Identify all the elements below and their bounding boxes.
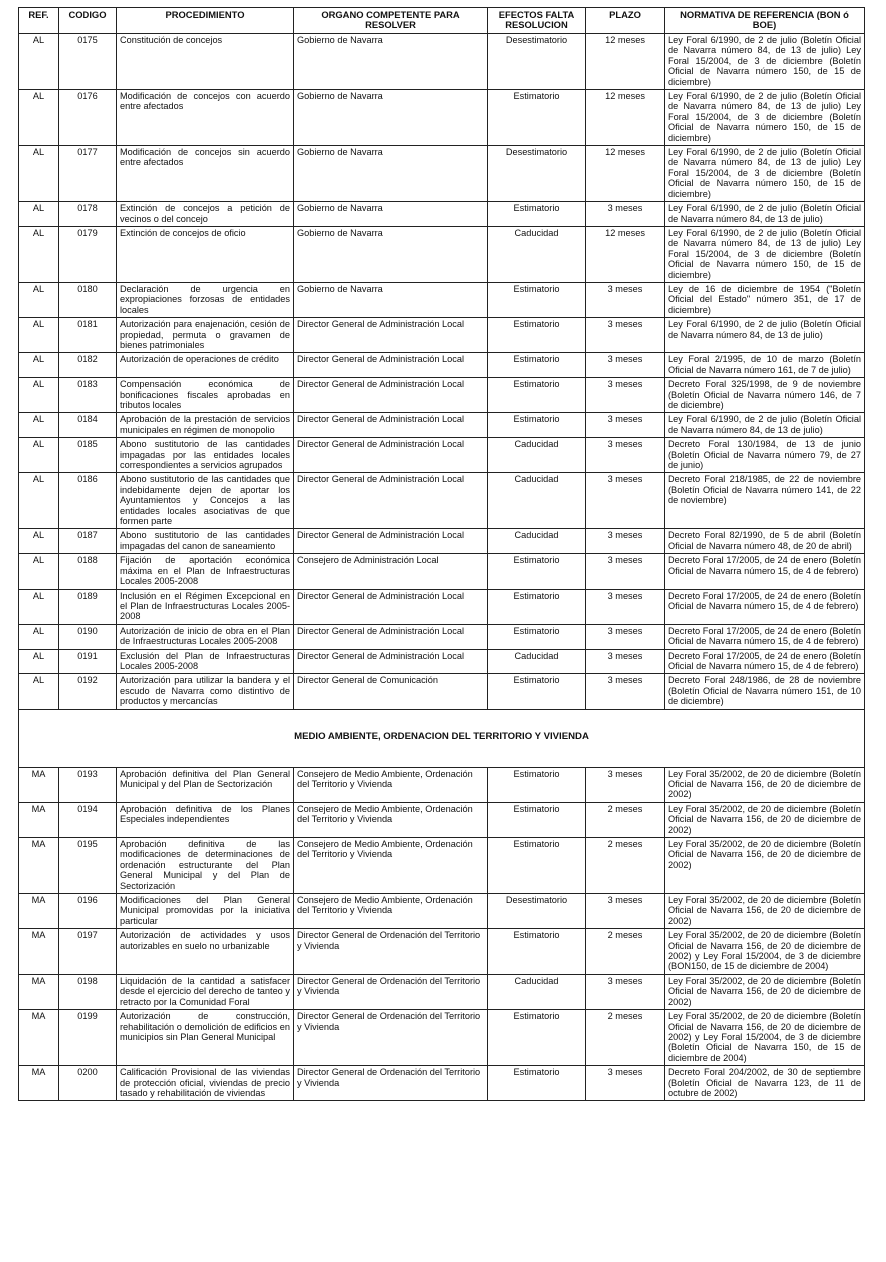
- cell-procedimiento: Aprobación definitiva de las modificaciones de determinaciones de ordenación estructurante del Plan General Municipal y del Plan de Sectorización: [117, 838, 294, 894]
- cell-codigo: 0198: [59, 974, 117, 1009]
- table-row: [19, 649, 865, 674]
- table-row: [19, 674, 865, 709]
- cell-codigo: 0190: [59, 624, 117, 649]
- cell-organo: Consejero de Medio Ambiente, Ordenación del Territorio y Vivienda: [294, 767, 488, 802]
- cell-efectos: Estimatorio: [488, 674, 586, 709]
- cell-plazo: 3 meses: [586, 674, 665, 709]
- cell-efectos: Estimatorio: [488, 554, 586, 589]
- cell-ref: AL: [19, 34, 59, 90]
- cell-plazo: 3 meses: [586, 894, 665, 929]
- cell-organo: Director General de Administración Local: [294, 353, 488, 378]
- table-row: [19, 1010, 865, 1066]
- cell-ref: AL: [19, 674, 59, 709]
- cell-plazo: 3 meses: [586, 974, 665, 1009]
- cell-codigo: 0180: [59, 282, 117, 317]
- cell-ref: AL: [19, 90, 59, 146]
- cell-organo: Director General de Administración Local: [294, 378, 488, 413]
- table-row: [19, 894, 865, 929]
- cell-efectos: Estimatorio: [488, 318, 586, 353]
- cell-normativa: Decreto Foral 325/1998, de 9 de noviembre (Boletín Oficial de Navarra número 146, de 7 de diciembre): [665, 378, 865, 413]
- table-row: [19, 838, 865, 894]
- cell-efectos: Caducidad: [488, 974, 586, 1009]
- cell-efectos: Estimatorio: [488, 353, 586, 378]
- cell-plazo: 3 meses: [586, 353, 665, 378]
- cell-organo: Gobierno de Navarra: [294, 226, 488, 282]
- cell-organo: Director General de Administración Local: [294, 589, 488, 624]
- cell-codigo: 0186: [59, 473, 117, 529]
- cell-normativa: Ley Foral 6/1990, de 2 de julio (Boletín Oficial de Navarra número 84, de 13 de julio): [665, 318, 865, 353]
- cell-codigo: 0176: [59, 90, 117, 146]
- cell-organo: Director General de Administración Local: [294, 649, 488, 674]
- cell-normativa: Ley Foral 6/1990, de 2 de julio (Boletín Oficial de Navarra número 84, de 13 de julio): [665, 413, 865, 438]
- cell-organo: Gobierno de Navarra: [294, 34, 488, 90]
- cell-efectos: Caducidad: [488, 529, 586, 554]
- cell-codigo: 0187: [59, 529, 117, 554]
- cell-ref: AL: [19, 649, 59, 674]
- cell-normativa: Ley Foral 35/2002, de 20 de diciembre (Boletín Oficial de Navarra 156, de 20 de diciembre de 2002): [665, 802, 865, 837]
- cell-procedimiento: Fijación de aportación económica máxima en el Plan de Infraestructuras Locales 2005-2008: [117, 554, 294, 589]
- cell-procedimiento: Modificaciones del Plan General Municipal promovidas por la iniciativa particular: [117, 894, 294, 929]
- cell-plazo: 2 meses: [586, 929, 665, 975]
- table-row: [19, 146, 865, 202]
- cell-efectos: Estimatorio: [488, 838, 586, 894]
- cell-procedimiento: Calificación Provisional de las viviendas de protección oficial, viviendas de precio tasado y rehabilitación de viviendas: [117, 1066, 294, 1101]
- cell-codigo: 0189: [59, 589, 117, 624]
- cell-ref: AL: [19, 282, 59, 317]
- cell-ref: AL: [19, 529, 59, 554]
- cell-organo: Gobierno de Navarra: [294, 90, 488, 146]
- table-row: [19, 90, 865, 146]
- cell-normativa: Ley Foral 6/1990, de 2 de julio (Boletín Oficial de Navarra número 84, de 13 de julio) Ley Foral 15/2004, de 3 de diciembre (Boletín Oficial de Navarra número 150, de 15 de diciembre): [665, 34, 865, 90]
- cell-plazo: 3 meses: [586, 282, 665, 317]
- cell-normativa: Decreto Foral 17/2005, de 24 de enero (Boletín Oficial de Navarra número 15, de 4 de febrero): [665, 624, 865, 649]
- table-body-al: [19, 34, 865, 710]
- cell-plazo: 2 meses: [586, 802, 665, 837]
- cell-plazo: 3 meses: [586, 1066, 665, 1101]
- cell-ref: AL: [19, 146, 59, 202]
- cell-plazo: 3 meses: [586, 649, 665, 674]
- cell-organo: Consejero de Administración Local: [294, 554, 488, 589]
- cell-normativa: Ley Foral 35/2002, de 20 de diciembre (Boletín Oficial de Navarra 156, de 20 de diciembre de 2002): [665, 974, 865, 1009]
- cell-plazo: 12 meses: [586, 90, 665, 146]
- cell-procedimiento: Autorización de construcción, rehabilitación o demolición de edificios en municipios sin Plan General Municipal: [117, 1010, 294, 1066]
- cell-procedimiento: Abono sustitutorio de las cantidades que indebidamente dejen de aportar los Ayuntamientos y Concejos a las entidades locales asociativas de que formen parte: [117, 473, 294, 529]
- cell-organo: Director General de Administración Local: [294, 438, 488, 473]
- cell-efectos: Estimatorio: [488, 1010, 586, 1066]
- cell-procedimiento: Declaración de urgencia en expropiaciones forzosas de entidades locales: [117, 282, 294, 317]
- cell-organo: Director General de Administración Local: [294, 318, 488, 353]
- cell-normativa: Ley Foral 2/1995, de 10 de marzo (Boletín Oficial de Navarra número 161, de 7 de julio): [665, 353, 865, 378]
- cell-organo: Consejero de Medio Ambiente, Ordenación del Territorio y Vivienda: [294, 894, 488, 929]
- table-header-row: [19, 8, 865, 34]
- cell-efectos: Estimatorio: [488, 1066, 586, 1101]
- table-row: [19, 554, 865, 589]
- cell-normativa: Ley Foral 6/1990, de 2 de julio (Boletín Oficial de Navarra número 84, de 13 de julio) Ley Foral 15/2004, de 3 de diciembre (Boletín Oficial de Navarra número 150, de 15 de diciembre): [665, 146, 865, 202]
- header-normativa: NORMATIVA DE REFERENCIA (BON ó BOE): [665, 8, 865, 34]
- cell-efectos: Estimatorio: [488, 202, 586, 227]
- cell-plazo: 3 meses: [586, 473, 665, 529]
- cell-ref: AL: [19, 413, 59, 438]
- table-row: [19, 353, 865, 378]
- cell-organo: Consejero de Medio Ambiente, Ordenación del Territorio y Vivienda: [294, 838, 488, 894]
- table-row: [19, 529, 865, 554]
- cell-plazo: 3 meses: [586, 438, 665, 473]
- cell-codigo: 0175: [59, 34, 117, 90]
- cell-codigo: 0193: [59, 767, 117, 802]
- cell-ref: MA: [19, 767, 59, 802]
- cell-procedimiento: Abono sustitutorio de las cantidades impagadas del canon de saneamiento: [117, 529, 294, 554]
- cell-organo: Director General de Administración Local: [294, 413, 488, 438]
- cell-organo: Director General de Administración Local: [294, 473, 488, 529]
- table-row: [19, 438, 865, 473]
- cell-ref: AL: [19, 318, 59, 353]
- cell-ref: AL: [19, 226, 59, 282]
- cell-codigo: 0183: [59, 378, 117, 413]
- cell-organo: Gobierno de Navarra: [294, 146, 488, 202]
- cell-codigo: 0199: [59, 1010, 117, 1066]
- cell-normativa: Ley Foral 6/1990, de 2 de julio (Boletín Oficial de Navarra número 84, de 13 de julio): [665, 202, 865, 227]
- document-page: [18, 7, 864, 1101]
- cell-plazo: 2 meses: [586, 838, 665, 894]
- table-row: [19, 226, 865, 282]
- cell-plazo: 12 meses: [586, 34, 665, 90]
- cell-normativa: Ley Foral 35/2002, de 20 de diciembre (Boletín Oficial de Navarra 156, de 20 de diciembre de 2002) y Ley Foral 15/2004, de 3 de diciembre (BON150, de 15 de diciembre de 2004): [665, 929, 865, 975]
- cell-plazo: 3 meses: [586, 202, 665, 227]
- table-row: [19, 202, 865, 227]
- cell-efectos: Estimatorio: [488, 929, 586, 975]
- table-body-ma: [19, 767, 865, 1101]
- cell-normativa: Decreto Foral 82/1990, de 5 de abril (Boletín Oficial de Navarra número 48, de 20 de abril): [665, 529, 865, 554]
- cell-organo: Director General de Ordenación del Territorio y Vivienda: [294, 974, 488, 1009]
- cell-normativa: Ley Foral 6/1990, de 2 de julio (Boletín Oficial de Navarra número 84, de 13 de julio) Ley Foral 15/2004, de 3 de diciembre (Boletín Oficial de Navarra número 150, de 15 de diciembre): [665, 226, 865, 282]
- cell-efectos: Desestimatorio: [488, 894, 586, 929]
- cell-procedimiento: Modificación de concejos con acuerdo entre afectados: [117, 90, 294, 146]
- cell-plazo: 3 meses: [586, 318, 665, 353]
- cell-procedimiento: Autorización de inicio de obra en el Plan de Infraestructuras Locales 2005-2008: [117, 624, 294, 649]
- cell-organo: Director General de Ordenación del Territorio y Vivienda: [294, 929, 488, 975]
- table-row: [19, 802, 865, 837]
- cell-ref: MA: [19, 1066, 59, 1101]
- cell-organo: Director General de Ordenación del Territorio y Vivienda: [294, 1010, 488, 1066]
- header-organo: ORGANO COMPETENTE PARA RESOLVER: [294, 8, 488, 34]
- header-procedimiento: PROCEDIMIENTO: [117, 8, 294, 34]
- cell-ref: AL: [19, 589, 59, 624]
- table-row: [19, 767, 865, 802]
- cell-efectos: Estimatorio: [488, 378, 586, 413]
- cell-plazo: 3 meses: [586, 554, 665, 589]
- cell-codigo: 0195: [59, 838, 117, 894]
- cell-organo: Director General de Ordenación del Territorio y Vivienda: [294, 1066, 488, 1101]
- header-codigo: CODIGO: [59, 8, 117, 34]
- cell-codigo: 0179: [59, 226, 117, 282]
- cell-normativa: Decreto Foral 17/2005, de 24 de enero (Boletín Oficial de Navarra número 15, de 4 de febrero): [665, 554, 865, 589]
- header-ref: REF.: [19, 8, 59, 34]
- table-row: [19, 473, 865, 529]
- cell-ref: MA: [19, 838, 59, 894]
- cell-plazo: 3 meses: [586, 589, 665, 624]
- cell-codigo: 0197: [59, 929, 117, 975]
- cell-organo: Gobierno de Navarra: [294, 202, 488, 227]
- section-title: MEDIO AMBIENTE, ORDENACION DEL TERRITORIO Y VIVIENDA: [19, 709, 865, 767]
- cell-efectos: Estimatorio: [488, 624, 586, 649]
- cell-plazo: 2 meses: [586, 1010, 665, 1066]
- cell-procedimiento: Compensación económica de bonificaciones fiscales aprobadas en tributos locales: [117, 378, 294, 413]
- cell-efectos: Desestimatorio: [488, 146, 586, 202]
- cell-normativa: Ley de 16 de diciembre de 1954 ("Boletín Oficial del Estado" número 351, de 17 de diciembre): [665, 282, 865, 317]
- cell-ref: AL: [19, 438, 59, 473]
- cell-ref: MA: [19, 929, 59, 975]
- cell-procedimiento: Abono sustitutorio de las cantidades impagadas por las entidades locales correspondientes a servicios agrupados: [117, 438, 294, 473]
- header-efectos: EFECTOS FALTA RESOLUCION: [488, 8, 586, 34]
- cell-efectos: Caducidad: [488, 473, 586, 529]
- procedures-table: [18, 7, 865, 1101]
- table-row: [19, 318, 865, 353]
- cell-normativa: Ley Foral 35/2002, de 20 de diciembre (Boletín Oficial de Navarra 156, de 20 de diciembre de 2002) y Ley Foral 15/2004, de 3 de diciembre (Boletín Oficial de Navarra 150, de 15 de diciembre de 2004): [665, 1010, 865, 1066]
- cell-procedimiento: Constitución de concejos: [117, 34, 294, 90]
- cell-plazo: 3 meses: [586, 767, 665, 802]
- cell-efectos: Desestimatorio: [488, 34, 586, 90]
- cell-procedimiento: Aprobación definitiva del Plan General Municipal y del Plan de Sectorización: [117, 767, 294, 802]
- cell-procedimiento: Extinción de concejos a petición de vecinos o del concejo: [117, 202, 294, 227]
- cell-codigo: 0181: [59, 318, 117, 353]
- cell-organo: Consejero de Medio Ambiente, Ordenación del Territorio y Vivienda: [294, 802, 488, 837]
- table-row: [19, 1066, 865, 1101]
- table-row: [19, 929, 865, 975]
- cell-codigo: 0177: [59, 146, 117, 202]
- cell-normativa: Ley Foral 35/2002, de 20 de diciembre (Boletín Oficial de Navarra 156, de 20 de diciembre de 2002): [665, 767, 865, 802]
- cell-normativa: Ley Foral 35/2002, de 20 de diciembre (Boletín Oficial de Navarra 156, de 20 de diciembre de 2002): [665, 838, 865, 894]
- cell-plazo: 3 meses: [586, 378, 665, 413]
- cell-codigo: 0188: [59, 554, 117, 589]
- cell-procedimiento: Aprobación definitiva de los Planes Especiales independientes: [117, 802, 294, 837]
- cell-ref: MA: [19, 894, 59, 929]
- cell-plazo: 12 meses: [586, 226, 665, 282]
- cell-ref: AL: [19, 473, 59, 529]
- cell-plazo: 3 meses: [586, 413, 665, 438]
- cell-procedimiento: Exclusión del Plan de Infraestructuras Locales 2005-2008: [117, 649, 294, 674]
- cell-efectos: Estimatorio: [488, 589, 586, 624]
- cell-normativa: Decreto Foral 204/2002, de 30 de septiembre (Boletín Oficial de Navarra 123, de 11 de octubre de 2002): [665, 1066, 865, 1101]
- cell-procedimiento: Aprobación de la prestación de servicios municipales en régimen de monopolio: [117, 413, 294, 438]
- cell-efectos: Estimatorio: [488, 413, 586, 438]
- cell-procedimiento: Autorización de actividades y usos autorizables en suelo no urbanizable: [117, 929, 294, 975]
- cell-efectos: Caducidad: [488, 226, 586, 282]
- cell-normativa: Decreto Foral 17/2005, de 24 de enero (Boletín Oficial de Navarra número 15, de 4 de febrero): [665, 649, 865, 674]
- cell-normativa: Decreto Foral 248/1986, de 28 de noviembre (Boletín Oficial de Navarra número 151, de 10 de diciembre): [665, 674, 865, 709]
- cell-codigo: 0192: [59, 674, 117, 709]
- table-row: [19, 282, 865, 317]
- cell-codigo: 0194: [59, 802, 117, 837]
- cell-organo: Gobierno de Navarra: [294, 282, 488, 317]
- cell-normativa: Decreto Foral 218/1985, de 22 de noviembre (Boletín Oficial de Navarra número 141, de 22 de noviembre): [665, 473, 865, 529]
- cell-procedimiento: Autorización de operaciones de crédito: [117, 353, 294, 378]
- cell-ref: MA: [19, 1010, 59, 1066]
- cell-procedimiento: Autorización para enajenación, cesión de propiedad, permuta o gravamen de bienes patrimoniales: [117, 318, 294, 353]
- cell-codigo: 0184: [59, 413, 117, 438]
- cell-efectos: Estimatorio: [488, 802, 586, 837]
- cell-normativa: Ley Foral 6/1990, de 2 de julio (Boletín Oficial de Navarra número 84, de 13 de julio) Ley Foral 15/2004, de 3 de diciembre (Boletín Oficial de Navarra número 150, de 15 de diciembre): [665, 90, 865, 146]
- section-block: [19, 709, 865, 767]
- cell-procedimiento: Inclusión en el Régimen Excepcional en el Plan de Infraestructuras Locales 2005-2008: [117, 589, 294, 624]
- cell-ref: AL: [19, 353, 59, 378]
- cell-efectos: Estimatorio: [488, 767, 586, 802]
- cell-efectos: Estimatorio: [488, 282, 586, 317]
- cell-efectos: Estimatorio: [488, 90, 586, 146]
- cell-procedimiento: Modificación de concejos sin acuerdo entre afectados: [117, 146, 294, 202]
- cell-codigo: 0178: [59, 202, 117, 227]
- cell-plazo: 12 meses: [586, 146, 665, 202]
- cell-normativa: Decreto Foral 130/1984, de 13 de junio (Boletín Oficial de Navarra número 79, de 27 de junio): [665, 438, 865, 473]
- cell-ref: AL: [19, 624, 59, 649]
- cell-efectos: Caducidad: [488, 438, 586, 473]
- cell-normativa: Ley Foral 35/2002, de 20 de diciembre (Boletín Oficial de Navarra 156, de 20 de diciembre de 2002): [665, 894, 865, 929]
- cell-organo: Director General de Administración Local: [294, 529, 488, 554]
- table-row: [19, 974, 865, 1009]
- cell-plazo: 3 meses: [586, 624, 665, 649]
- cell-ref: AL: [19, 554, 59, 589]
- cell-organo: Director General de Comunicación: [294, 674, 488, 709]
- table-row: [19, 413, 865, 438]
- header-plazo: PLAZO: [586, 8, 665, 34]
- table-row: [19, 624, 865, 649]
- table-row: [19, 589, 865, 624]
- cell-codigo: 0182: [59, 353, 117, 378]
- cell-ref: AL: [19, 378, 59, 413]
- cell-codigo: 0200: [59, 1066, 117, 1101]
- cell-ref: MA: [19, 802, 59, 837]
- cell-procedimiento: Autorización para utilizar la bandera y el escudo de Navarra como distintivo de productos y mercancías: [117, 674, 294, 709]
- table-row: [19, 378, 865, 413]
- cell-ref: AL: [19, 202, 59, 227]
- table-row: [19, 34, 865, 90]
- cell-normativa: Decreto Foral 17/2005, de 24 de enero (Boletín Oficial de Navarra número 15, de 4 de febrero): [665, 589, 865, 624]
- cell-procedimiento: Extinción de concejos de oficio: [117, 226, 294, 282]
- cell-codigo: 0191: [59, 649, 117, 674]
- cell-organo: Director General de Administración Local: [294, 624, 488, 649]
- section-row: [19, 709, 865, 767]
- cell-efectos: Caducidad: [488, 649, 586, 674]
- cell-ref: MA: [19, 974, 59, 1009]
- cell-procedimiento: Liquidación de la cantidad a satisfacer desde el ejercicio del derecho de tanteo y retracto por la Comunidad Foral: [117, 974, 294, 1009]
- cell-plazo: 3 meses: [586, 529, 665, 554]
- cell-codigo: 0185: [59, 438, 117, 473]
- cell-codigo: 0196: [59, 894, 117, 929]
